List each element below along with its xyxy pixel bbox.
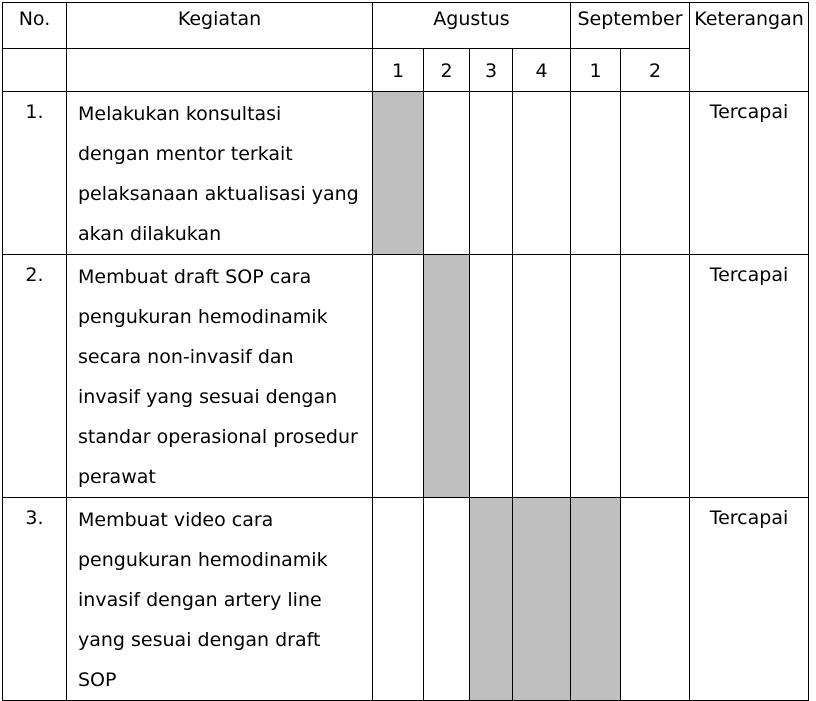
week-cell-september-2 <box>621 498 690 701</box>
header-row-weeks <box>3 49 809 92</box>
activity-line: pengukuran hemodinamik <box>78 306 328 328</box>
week-header-september-1: 1 <box>571 49 621 92</box>
week-cell-agustus-4 <box>513 92 571 255</box>
activity-line: perawat <box>78 466 156 488</box>
week-cell-agustus-2 <box>424 498 470 701</box>
header-row-months <box>3 3 809 49</box>
week-header-agustus-2: 2 <box>424 49 470 92</box>
header-no: No. <box>3 3 67 49</box>
week-cell-scheduled-agustus-2 <box>424 255 470 498</box>
header-september: September <box>571 3 690 49</box>
header-kegiatan: Kegiatan <box>67 3 373 49</box>
week-header-agustus-3: 3 <box>470 49 513 92</box>
header-agustus: Agustus <box>373 3 571 49</box>
week-cell-agustus-1 <box>373 498 424 701</box>
activity-line: standar operasional prosedur <box>78 426 358 448</box>
week-cell-september-1 <box>571 92 621 255</box>
table-row <box>3 498 809 701</box>
activity-line: pengukuran hemodinamik <box>78 549 328 571</box>
schedule-table-wrapper <box>2 2 809 701</box>
week-cell-scheduled-agustus-4 <box>513 498 571 701</box>
activity-line: secara non-invasif dan <box>78 346 294 368</box>
week-cell-september-2 <box>621 255 690 498</box>
week-cell-agustus-1 <box>373 255 424 498</box>
activity-line: Melakukan konsultasi <box>78 103 282 125</box>
week-cell-agustus-4 <box>513 255 571 498</box>
activity-line: dengan mentor terkait <box>78 143 293 165</box>
activity-line: invasif yang sesuai dengan <box>78 386 338 408</box>
week-header-agustus-4: 4 <box>513 49 571 92</box>
status-cell: Tercapai <box>690 92 809 255</box>
activity-cell <box>67 92 373 255</box>
row-number: 3. <box>3 498 67 701</box>
activity-line: yang sesuai dengan draft <box>78 629 321 651</box>
week-cell-agustus-3 <box>470 255 513 498</box>
week-cell-agustus-3 <box>470 92 513 255</box>
table-row <box>3 255 809 498</box>
activity-cell <box>67 498 373 701</box>
activity-line: SOP <box>78 669 117 691</box>
schedule-table <box>2 2 809 701</box>
activity-line: pelaksanaan aktualisasi yang <box>78 183 359 205</box>
header-kegiatan-blank <box>67 49 373 92</box>
week-header-agustus-1: 1 <box>373 49 424 92</box>
row-number: 2. <box>3 255 67 498</box>
header-no-blank <box>3 49 67 92</box>
status-cell: Tercapai <box>690 498 809 701</box>
week-cell-agustus-2 <box>424 92 470 255</box>
week-cell-scheduled-agustus-1 <box>373 92 424 255</box>
activity-line: Membuat video cara <box>78 509 274 531</box>
status-cell: Tercapai <box>690 255 809 498</box>
week-header-september-2: 2 <box>621 49 690 92</box>
activity-line: invasif dengan artery line <box>78 589 322 611</box>
week-cell-september-1 <box>571 255 621 498</box>
week-cell-scheduled-agustus-3 <box>470 498 513 701</box>
week-cell-september-2 <box>621 92 690 255</box>
table-row <box>3 92 809 255</box>
activity-line: akan dilakukan <box>78 223 222 245</box>
header-keterangan: Keterangan <box>690 3 809 92</box>
activity-line: Membuat draft SOP cara <box>78 266 312 288</box>
row-number: 1. <box>3 92 67 255</box>
week-cell-scheduled-september-1 <box>571 498 621 701</box>
activity-cell <box>67 255 373 498</box>
